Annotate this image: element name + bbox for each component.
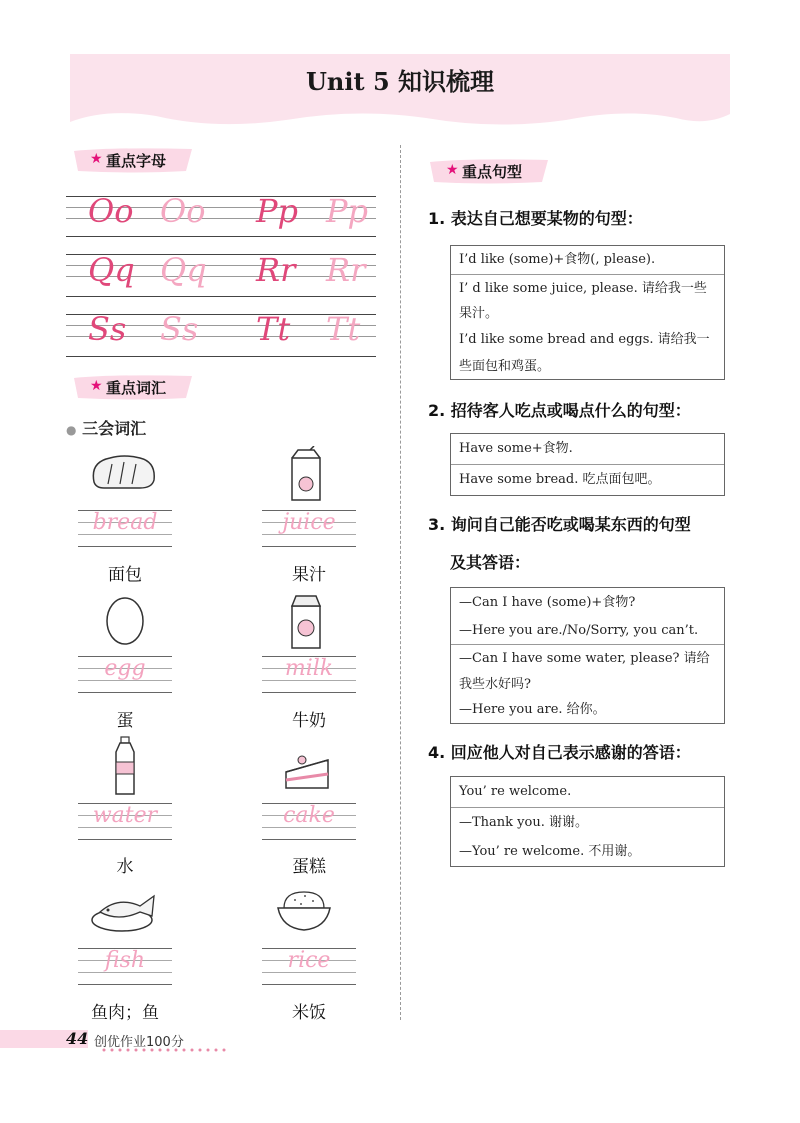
vocab-meaning: 米饭 bbox=[292, 1003, 326, 1023]
letter-tt-trace: Tt bbox=[326, 310, 361, 348]
star-icon: ★ bbox=[446, 162, 459, 178]
question-heading-2: 2. 招待客人吃点或喝点什么的句型： bbox=[428, 401, 691, 420]
rice-bowl-icon bbox=[276, 888, 332, 934]
star-icon: ★ bbox=[90, 378, 103, 394]
section-tag-letters: ★ 重点字母 bbox=[74, 147, 194, 173]
question-heading-3: 3. 询问自己能否吃或喝某东西的句型 bbox=[428, 515, 691, 534]
vocab-word-trace: bread bbox=[92, 510, 158, 535]
vocab-word-trace: cake bbox=[283, 803, 335, 828]
milk-carton-icon bbox=[288, 592, 324, 650]
sentence-box-4: You’ re welcome. —Thank you. 谢谢。 —You’ re welcome. 不用谢。 bbox=[450, 776, 725, 867]
letter-tt-model: Tt bbox=[256, 310, 291, 348]
letter-rr-trace: Rr bbox=[326, 251, 366, 289]
vocab-word-trace: fish bbox=[104, 948, 146, 973]
letter-oo-model: Oo bbox=[88, 192, 134, 230]
letter-pp-model: Pp bbox=[256, 192, 299, 230]
egg-icon bbox=[104, 594, 146, 646]
vocab-meaning: 牛奶 bbox=[292, 711, 326, 731]
question-heading-3-cont: 及其答语： bbox=[450, 553, 531, 572]
star-icon: ★ bbox=[90, 151, 103, 167]
letter-ss-model: Ss bbox=[88, 310, 127, 348]
letter-oo-trace: Oo bbox=[160, 192, 206, 230]
footer-book-title: 创优作业100分 bbox=[94, 1035, 184, 1050]
question-heading-4: 4. 回应他人对自己表示感谢的答语： bbox=[428, 743, 691, 762]
fish-icon bbox=[88, 886, 162, 934]
vocab-meaning: 水 bbox=[116, 857, 134, 877]
letter-qq-model: Qq bbox=[88, 251, 135, 289]
letter-ss-trace: Ss bbox=[160, 310, 199, 348]
page-title: Unit 5 知识梳理 bbox=[306, 67, 494, 96]
cake-icon bbox=[282, 742, 332, 792]
vocab-meaning: 蛋 bbox=[116, 711, 134, 731]
section-tag-sentences: ★ 重点句型 bbox=[430, 158, 550, 184]
sentence-box-3: —Can I have (some)+食物? —Here you are./No/Sorry, you can’t. —Can I have some water, please? 请给 我些水好吗? —Here you are. 给你。 bbox=[450, 587, 725, 724]
column-divider bbox=[400, 145, 401, 1020]
bread-icon bbox=[90, 452, 158, 492]
sentence-box-1: I’d like (some)+食物(, please). I’ d like some juice, please. 请给我一些 果汁。 I’d like some bread and eggs. 请给我一 些面包和鸡蛋。 bbox=[450, 245, 725, 380]
section-tag-vocab: ★ 重点词汇 bbox=[74, 374, 194, 400]
juice-box-icon bbox=[288, 446, 324, 502]
question-heading-1: 1. 表达自己想要某物的句型： bbox=[428, 209, 643, 228]
bullet-icon: ● bbox=[66, 423, 77, 437]
vocab-word-trace: water bbox=[92, 803, 158, 828]
vocab-word-trace: egg bbox=[104, 656, 146, 681]
vocab-meaning: 鱼肉；鱼 bbox=[91, 1003, 159, 1023]
page-number: 44 bbox=[66, 1029, 89, 1048]
vocab-word-trace: juice bbox=[282, 510, 336, 535]
letter-pp-trace: Pp bbox=[326, 192, 369, 230]
letter-qq-trace: Qq bbox=[160, 251, 207, 289]
vocab-word-trace: milk bbox=[284, 656, 334, 681]
sentence-box-2: Have some+食物. Have some bread. 吃点面包吧。 bbox=[450, 433, 725, 496]
water-bottle-icon bbox=[112, 736, 138, 796]
vocab-meaning: 面包 bbox=[108, 565, 142, 585]
letter-rr-model: Rr bbox=[256, 251, 296, 289]
vocab-word-trace: rice bbox=[287, 948, 331, 973]
vocab-meaning: 蛋糕 bbox=[292, 857, 326, 877]
vocab-subtitle: ● 三会词汇 bbox=[66, 419, 147, 438]
vocab-meaning: 果汁 bbox=[292, 565, 326, 585]
